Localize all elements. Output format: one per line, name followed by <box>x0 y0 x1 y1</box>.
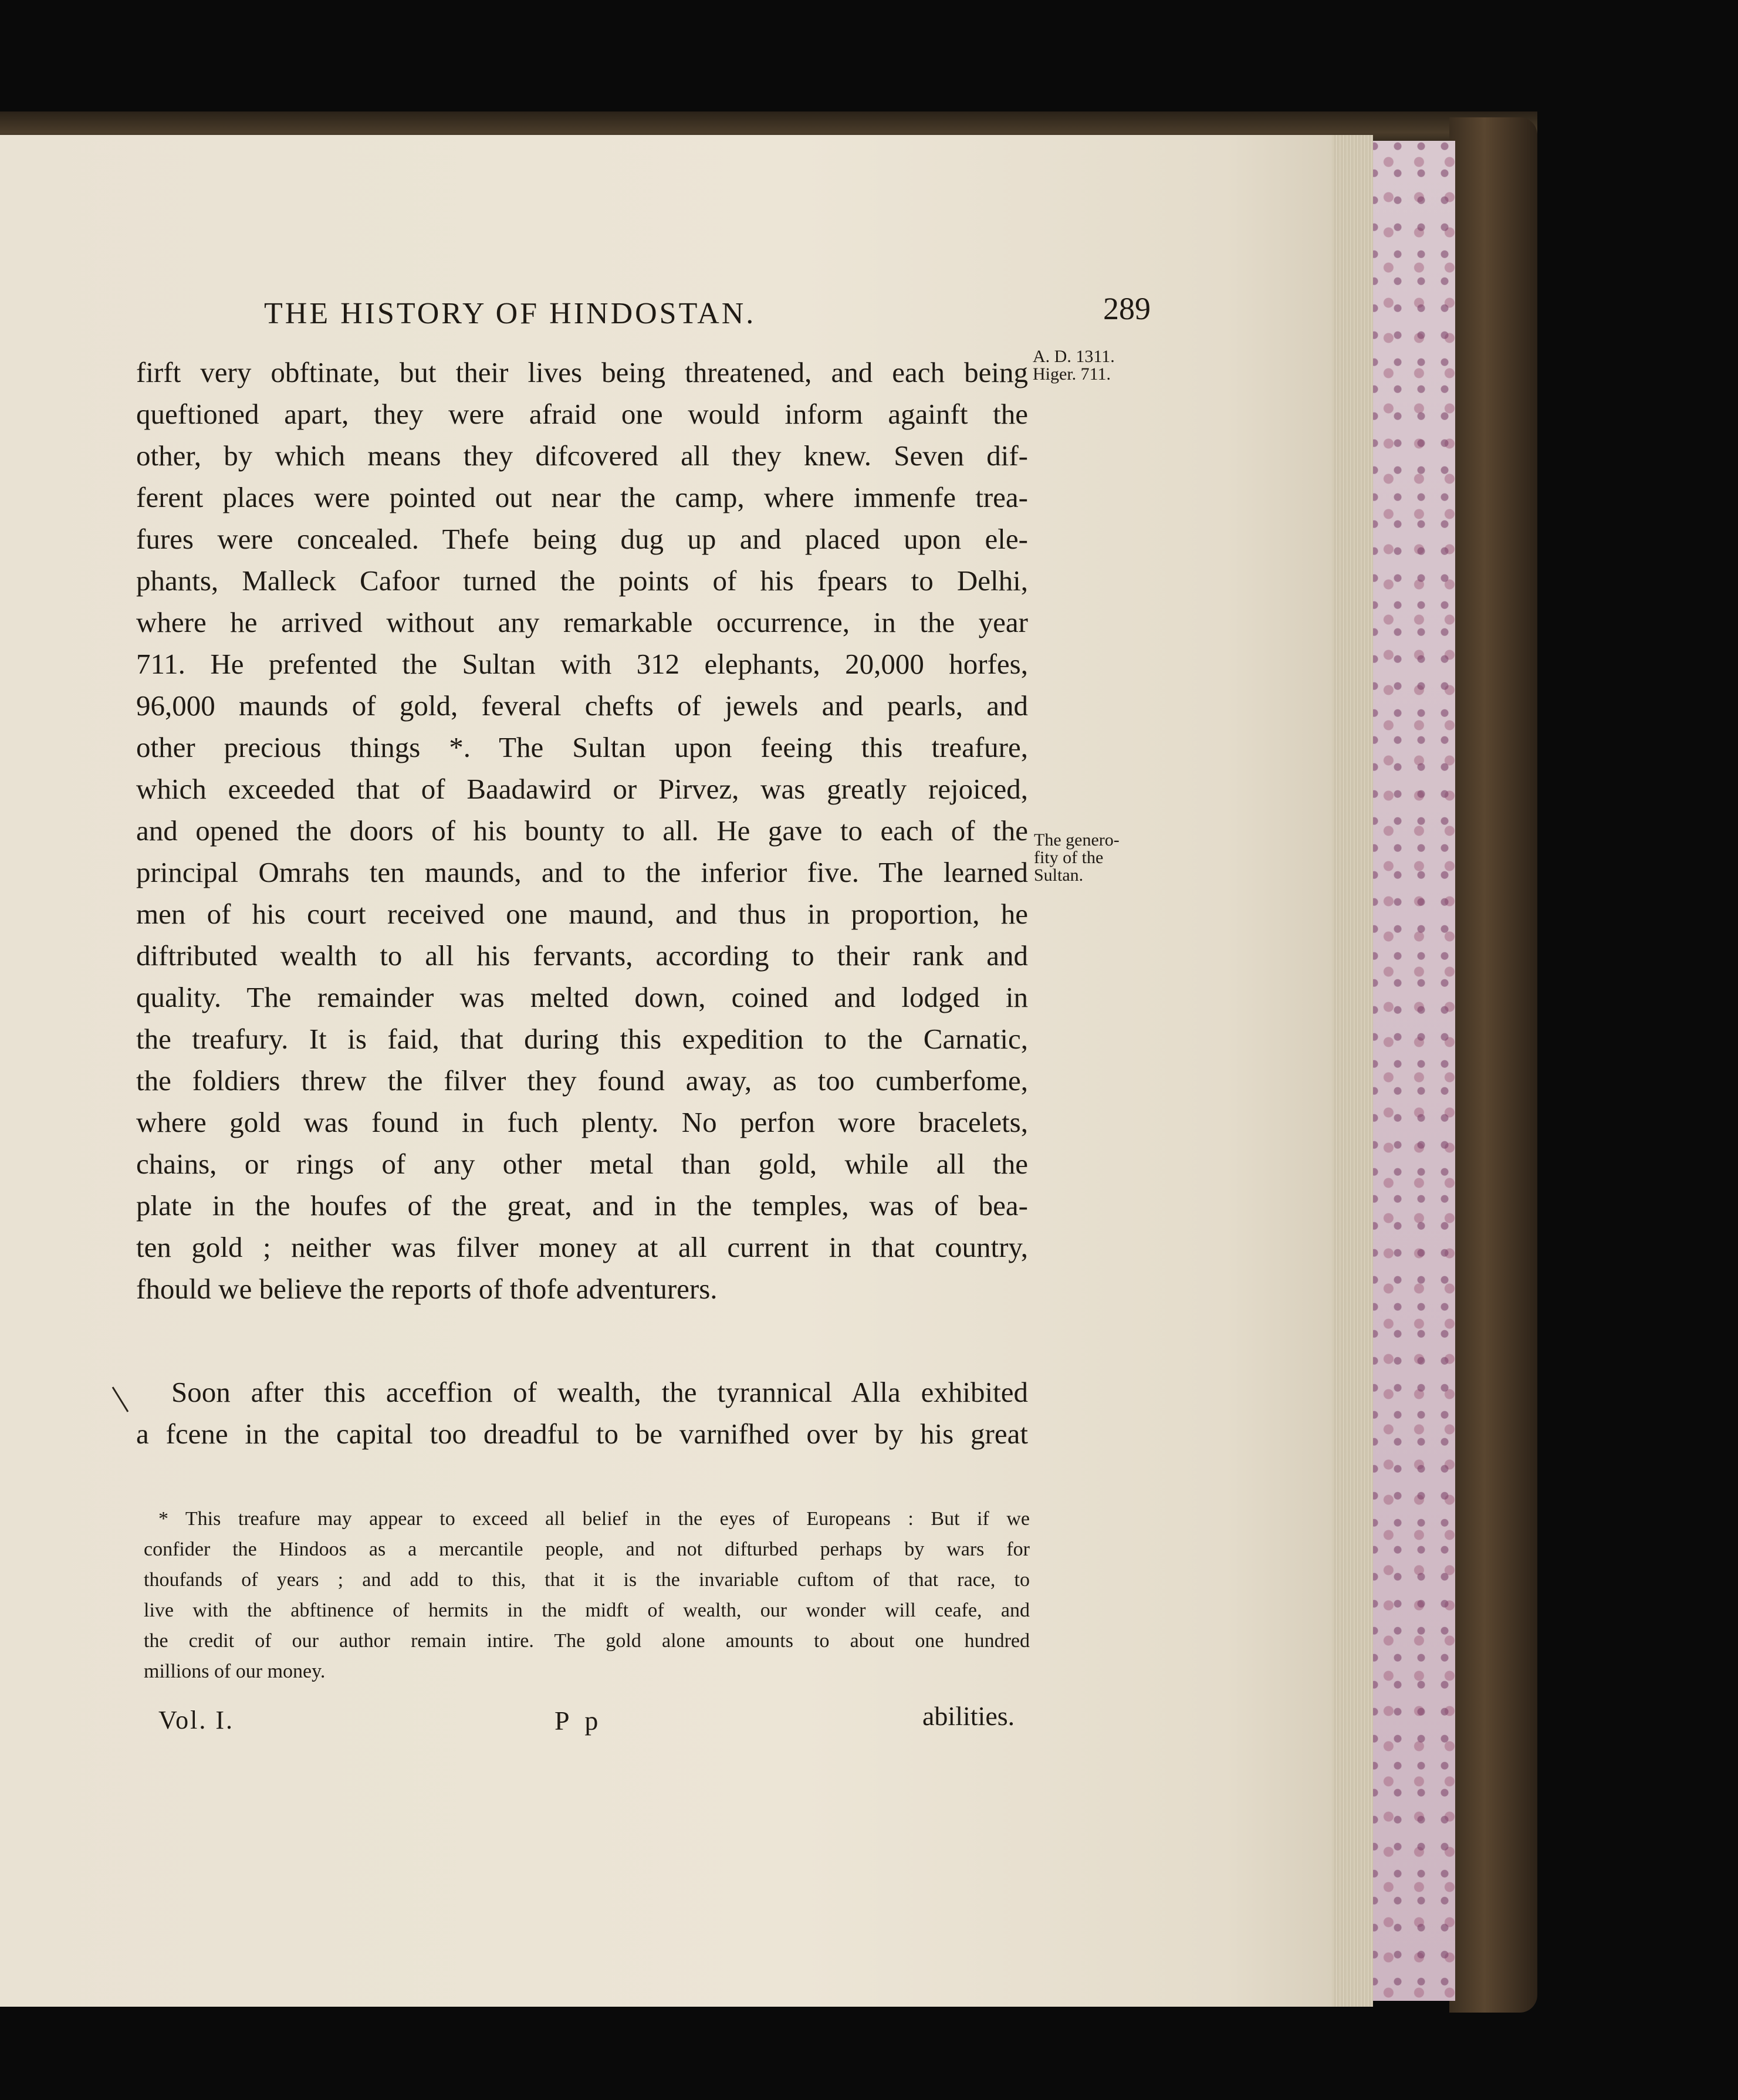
footnote-line: live with the abftinence of hermits in the midft of wealth, our wonder will ceafe, and <box>144 1599 1030 1621</box>
body-line: principal Omrahs ten maunds, and to the inferior five. The learned <box>136 856 1028 888</box>
body-line: other, by which means they difcovered all they knew. Seven dif- <box>136 439 1028 472</box>
book-cover-spine <box>1449 117 1537 2013</box>
footnote-line: thoufands of years ; and add to this, that it is the invariable cuftom of that race, to <box>144 1569 1030 1591</box>
body-line: quality. The remainder was melted down, coined and lodged in <box>136 981 1028 1013</box>
footnote-line: millions of our money. <box>144 1661 326 1682</box>
body-line: 711. He prefented the Sultan with 312 elephants, 20,000 horfes, <box>136 648 1028 680</box>
body-line: 96,000 maunds of gold, feveral chefts of jewels and pearls, and <box>136 689 1028 722</box>
sidenote-line: fity of the <box>1034 848 1104 867</box>
body-line: a fcene in the capital too dreadful to be varnifhed over by his great <box>136 1418 1028 1450</box>
margin-date-ad: A. D. 1311. <box>1033 347 1115 366</box>
paragraph-mark-stroke <box>110 1385 130 1414</box>
body-line: men of his court received one maund, and thus in proportion, he <box>136 898 1028 930</box>
page-number: 289 <box>1103 291 1151 326</box>
body-line: ferent places were pointed out near the camp, where immenfe trea- <box>136 481 1028 513</box>
margin-date-higer: Higer. 711. <box>1033 364 1111 384</box>
running-title: THE HISTORY OF HINDOSTAN. <box>264 297 756 330</box>
body-line: the foldiers threw the filver they found away, as too cumberfome, <box>136 1064 1028 1097</box>
volume-signature: Vol. I. <box>158 1706 234 1734</box>
body-line: the treafury. It is faid, that during this expedition to the Carnatic, <box>136 1023 1028 1055</box>
sidenote-line: Sultan. <box>1034 865 1084 885</box>
body-line: queftioned apart, they were afraid one would inform againft the <box>136 398 1028 430</box>
body-line: where gold was found in fuch plenty. No perfon wore bracelets, <box>136 1106 1028 1138</box>
footnote-line: the credit of our author remain intire. The gold alone amounts to about one hundred <box>144 1630 1030 1652</box>
signature-mark: P p <box>554 1706 603 1736</box>
body-line: diftributed wealth to all his fervants, according to their rank and <box>136 939 1028 972</box>
body-line: other precious things *. The Sultan upon feeing this treafure, <box>136 731 1028 763</box>
body-line: which exceeded that of Baadawird or Pirvez, was greatly rejoiced, <box>136 773 1028 805</box>
body-line: fures were concealed. Thefe being dug up and placed upon ele- <box>136 523 1028 555</box>
margin-date-note <box>1033 348 1115 383</box>
body-line: and opened the doors of his bounty to all. He gave to each of the <box>136 814 1028 847</box>
footnote-line: * This treafure may appear to exceed all belief in the eyes of Europeans : But if we <box>158 1508 1030 1530</box>
body-line: chains, or rings of any other metal than gold, while all the <box>136 1148 1028 1180</box>
body-line: fhould we believe the reports of thofe adventurers. <box>136 1273 718 1305</box>
body-line: ten gold ; neither was filver money at all current in that country, <box>136 1231 1028 1263</box>
footnote-line: confider the Hindoos as a mercantile people, and not difturbed perhaps by wars for <box>144 1538 1030 1560</box>
sidenote-line: The genero- <box>1034 830 1120 850</box>
body-line: Soon after this acceffion of wealth, the tyrannical Alla exhibited <box>171 1376 1028 1408</box>
body-line: where he arrived without any remarkable occurrence, in the year <box>136 606 1028 638</box>
catchword: abilities. <box>922 1701 1015 1731</box>
marbled-endpaper <box>1367 141 1455 2001</box>
body-line: firft very obftinate, but their lives being threatened, and each being <box>136 356 1028 388</box>
sidenote <box>1034 831 1120 884</box>
body-line: phants, Malleck Cafoor turned the points of his fpears to Delhi, <box>136 564 1028 597</box>
body-line: plate in the houfes of the great, and in the temples, was of bea- <box>136 1189 1028 1222</box>
